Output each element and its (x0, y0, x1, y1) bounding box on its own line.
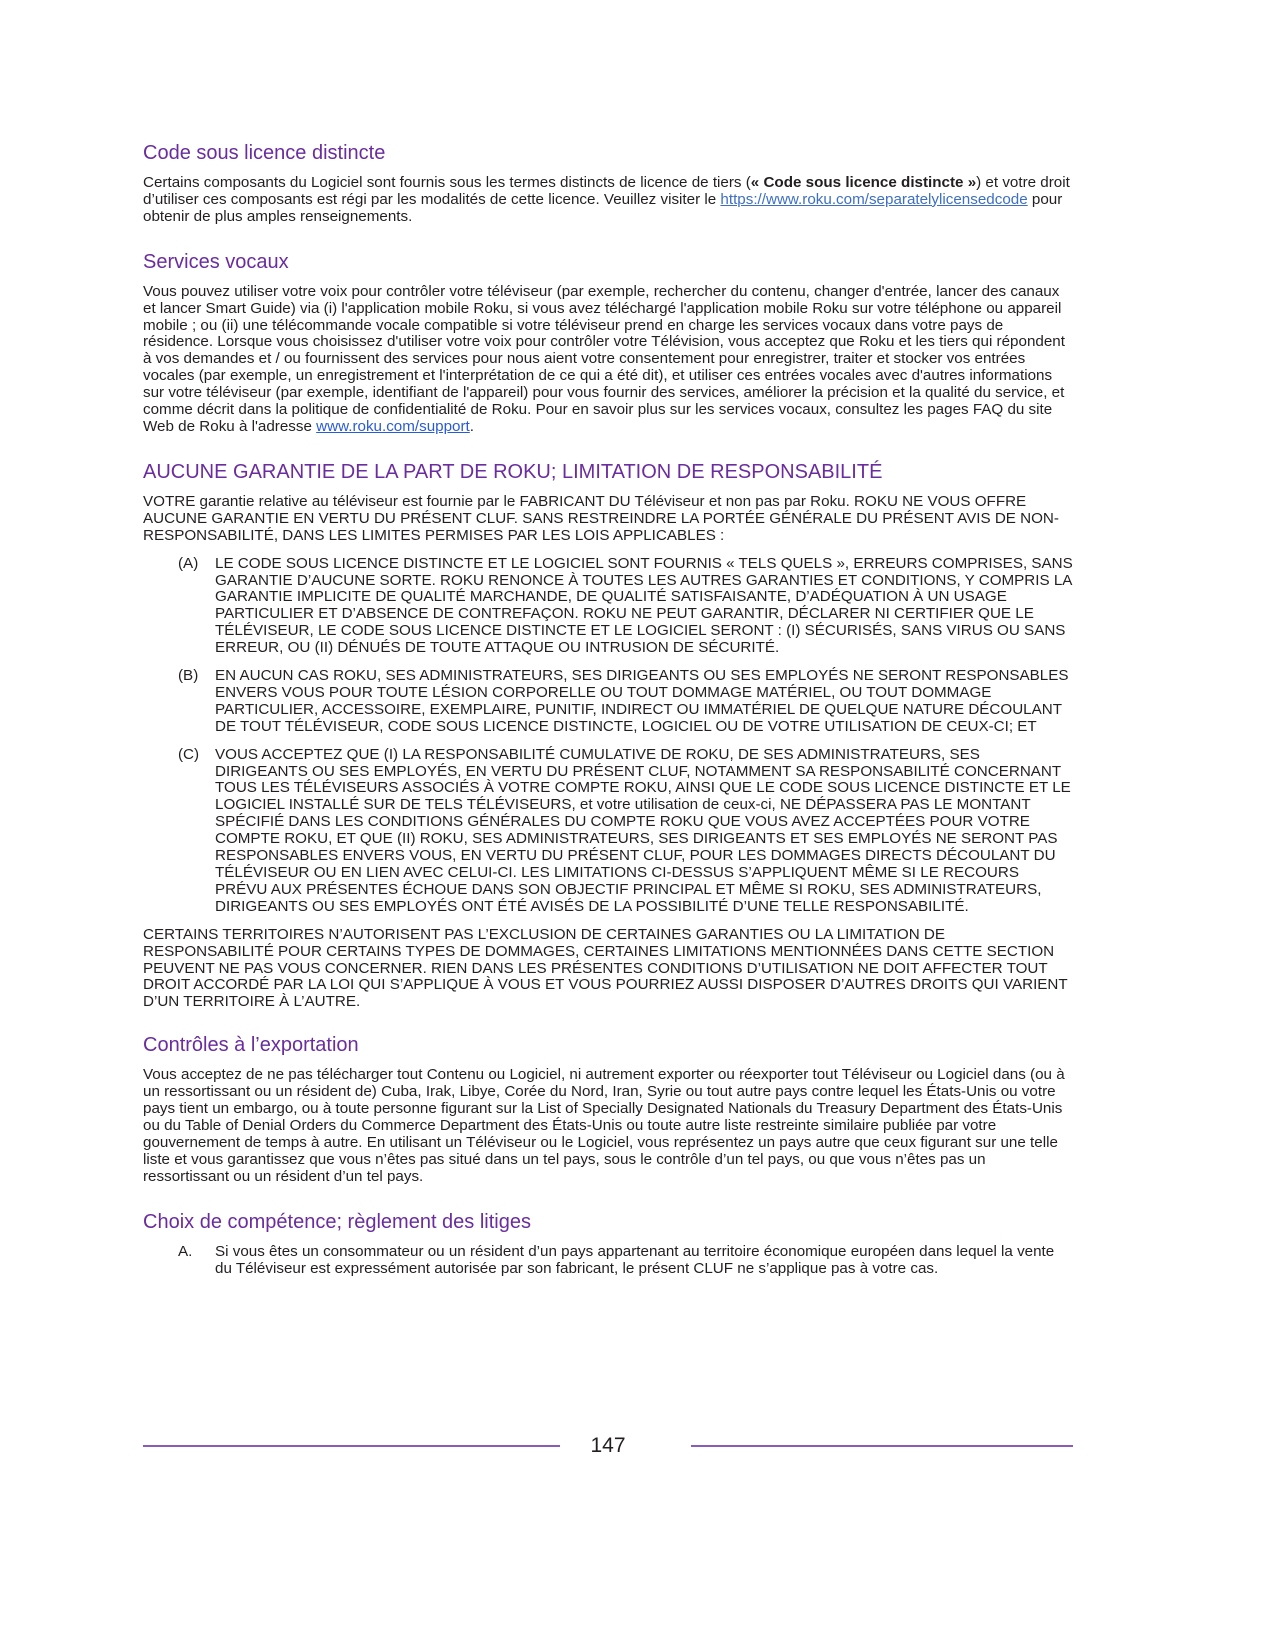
list-text: Si vous êtes un consommateur ou un résident d’un pays appartenant au territoire économique européen dans lequel la vente du Téléviseur est expressément autorisée par son fabricant, le présent CLUF ne s’applique pas à votre cas. (215, 1242, 1055, 1277)
jurisdiction-list (143, 1244, 1073, 1278)
list-text: VOUS ACCEPTEZ QUE (I) LA RESPONSABILITÉ CUMULATIVE DE ROKU, DE SES ADMINISTRATEURS, SES DIRIGEANTS OU SES EMPLOYÉS, EN VERTU DU PRÉSENT CLUF, NOTAMMENT SA RESPONSABILITÉ CONCERNANT TOUS LES TÉLÉVISEURS ASSOCIÉS À VOTRE COMPTE ROKU, AINSI QUE LE CODE SOUS LICENCE DISTINCTE ET LE LOGICIEL INSTALLÉ SUR DE TELS TÉLÉVISEURS, et votre utilisation de ceux-ci, NE DÉPASSERA PAS LE MONTANT SPÉCIFIÉ DANS LES CONDITIONS GÉNÉRALES DU COMPTE ROKU QUE VOUS AVEZ ACCEPTÉES POUR VOTRE COMPTE ROKU, ET QUE (II) ROKU, SES ADMINISTRATEURS, SES DIRIGEANTS ET SES EMPLOYÉS NE SERONT PAS RESPONSABLES ENVERS VOUS, EN VERTU DU PRÉSENT CLUF, POUR LES DOMMAGES DIRECTS DÉCOULANT DU TÉLÉVISEUR OU EN LIEN AVEC CELUI-CI. LES LIMITATIONS CI-DESSUS S’APPLIQUENT MÊME SI LE RECOURS PRÉVU AUX PRÉSENTES ÉCHOUE DANS SON OBJECTIF PRINCIPAL ET MÊME SI ROKU, SES ADMINISTRATEURS, DIRIGEANTS OU SES EMPLOYÉS ONT ÉTÉ AVISÉS DE LA POSSIBILITÉ D’UNE TELLE RESPONSABILITÉ. (215, 745, 1071, 915)
section-services-vocaux (143, 250, 1073, 436)
text: Vous pouvez utiliser votre voix pour contrôler votre téléviseur (par exemple, rechercher du contenu, changer d'entrée, lancer des canaux et lancer Smart Guide) via (i) l'application mobile Roku, si vous avez téléchargé l'application mobile Roku sur votre téléphone ou appareil mobile ; ou (ii) une télécommande vocale compatible si votre téléviseur prend en charge les services vocaux dans votre pays de résidence. Lorsque vous choisissez d'utiliser votre voix pour contrôler votre Télévision, vous acceptez que Roku et les tiers qui répondent à vos demandes et / ou fournissent des services pour nous aient votre consentement pour enregistrer, traiter et stocker vos entrées vocales (par exemple, un enregistrement et l'interprétation de ce qui a été dit), et utiliser ces entrées vocales avec d'autres informations sur votre téléviseur (par exemple, identifiant de l'appareil) pour vous fournir des services, améliorer la précision et la qualité du service, et comme décrit dans la politique de confidentialité de Roku. Pour en savoir plus sur les services vocaux, consultez les pages FAQ du site Web de Roku à l'adresse (143, 282, 1065, 435)
separately-licensed-code-link[interactable]: https://www.roku.com/separatelylicensedcode (720, 190, 1028, 208)
paragraph: VOTRE garantie relative au téléviseur est fournie par le FABRICANT DU Téléviseur et non pas par Roku. ROKU NE VOUS OFFRE AUCUNE GARANTIE EN VERTU DU PRÉSENT CLUF. SANS RESTREINDRE LA PORTÉE GÉNÉRALE DU PRÉSENT AVIS DE NON-RESPONSABILITÉ, DANS LES LIMITES PERMISES PAR LES LOIS APPLICABLES : (143, 492, 1059, 544)
paragraph: CERTAINS TERRITOIRES N’AUTORISENT PAS L’EXCLUSION DE CERTAINES GARANTIES OU LA LIMITATION DE RESPONSABILITÉ POUR CERTAINS TYPES DE DOMMAGES, CERTAINES LIMITATIONS MENTIONNÉES DANS CETTE SECTION PEUVENT NE PAS VOUS CONCERNER. RIEN DANS LES PRÉSENTES CONDITIONS D’UTILISATION NE DOIT AFFECTER TOUT DROIT ACCORDÉ PAR LA LOI QUI S’APPLIQUE À VOUS ET VOUS POURRIEZ AUSSI DISPOSER D’AUTRES DROITS QUI VARIENT D’UN TERRITOIRE À L’AUTRE. (143, 925, 1068, 1011)
footer-rule-right (691, 1445, 1073, 1447)
list-text: EN AUCUN CAS ROKU, SES ADMINISTRATEURS, SES DIRIGEANTS OU SES EMPLOYÉS NE SERONT RESPONSABLES ENVERS VOUS POUR TOUTE LÉSION CORPORELLE OU TOUT DOMMAGE MATÉRIEL, OU TOUT DOMMAGE PARTICULIER, ACCESSOIRE, EXEMPLAIRE, PUNITIF, INDIRECT OU IMMATÉRIEL DE QUELQUE NATURE DÉCOULANT DE TOUT TÉLÉVISEUR, CODE SOUS LICENCE DISTINCTE, LOGICIEL OU DE VOTRE UTILISATION DE CEUX-CI; ET (215, 667, 1069, 735)
list-marker: (C) (178, 745, 200, 763)
text: . (469, 417, 475, 435)
list-item (178, 668, 1073, 736)
document-body (143, 141, 1073, 1301)
section-code-sous-licence (143, 141, 1073, 226)
page-number: 147 (590, 1434, 626, 1457)
paragraph (143, 175, 1073, 226)
roku-support-link[interactable]: www.roku.com/support (316, 417, 470, 435)
list-item (178, 747, 1073, 916)
text: pour obtenir de plus amples renseignements. (143, 190, 1063, 225)
section-heading: Contrôles à l’exportation (143, 1034, 359, 1057)
section-heading: AUCUNE GARANTIE DE LA PART DE ROKU; LIMITATION DE RESPONSABILITÉ (143, 460, 883, 483)
list-marker: A. (178, 1242, 193, 1260)
list-marker: (B) (178, 667, 199, 685)
section-heading: Code sous licence distincte (143, 142, 386, 164)
list-text: LE CODE SOUS LICENCE DISTINCTE ET LE LOGICIEL SONT FOURNIS « TELS QUELS », ERREURS COMPRISES, SANS GARANTIE D’AUCUNE SORTE. ROKU RENONCE À TOUTES LES AUTRES GARANTIES ET CONDITIONS, Y COMPRIS LA GARANTIE IMPLICITE DE QUALITÉ MARCHANDE, DE QUALITÉ SATISFAISANTE, D’ADÉQUATION À UN USAGE PARTICULIER ET D’ABSENCE DE CONTREFAÇON. ROKU NE PEUT GARANTIR, DÉCLARER NI CERTIFIER QUE LE TÉLÉVISEUR, LE CODE SOUS LICENCE DISTINCTE ET LE LOGICIEL SERONT : (I) SÉCURISÉS, SANS VIRUS OU SANS ERREUR, OU (II) DÉNUÉS DE TOUTE ATTAQUE OU INTRUSION DE SÉCURITÉ. (215, 554, 1073, 657)
paragraph: Vous acceptez de ne pas télécharger tout Contenu ou Logiciel, ni autrement exporter ou réexporter tout Téléviseur ou Logiciel dans (ou à un ressortissant ou un résident de) Cuba, Irak, Libye, Corée du Nord, Iran, Syrie ou tout autre pays contre lequel les États-Unis ou votre pays tient un embargo, ou à toute personne figurant sur la List of Specially Designated Nationals du Treasury Department des États-Unis ou du Table of Denial Orders du Commerce Department des États-Unis ou toute autre liste restreinte similaire publiée par votre gouvernement de temps à autre. En utilisant un Téléviseur ou le Logiciel, vous représentez un pays autre que ceux figurant sur une telle liste et vous garantissez que vous n’êtes pas situé dans un tel pays, sous le contrôle d’un tel pays, ou que vous n’êtes pas un ressortissant ou un résident d’un tel pays. (143, 1066, 1065, 1185)
page-footer (143, 1432, 1073, 1460)
section-heading: Choix de compétence; règlement des litiges (143, 1210, 531, 1233)
text: ) et votre droit d’utiliser ces composants est régi par les modalités de cette licence. Veuillez visiter le (143, 174, 1070, 208)
text: Certains composants du Logiciel sont fournis sous les termes distincts de licence de tiers ( (143, 174, 751, 191)
section-exportation (143, 1033, 1073, 1185)
list-item (178, 1244, 1073, 1278)
section-competence (143, 1210, 1073, 1278)
bold-term: « Code sous licence distincte » (750, 174, 977, 191)
paragraph (143, 284, 1073, 436)
warranty-list (143, 556, 1073, 916)
section-heading: Services vocaux (143, 250, 289, 273)
section-garantie (143, 460, 1073, 1011)
list-marker: (A) (178, 554, 199, 572)
list-item (178, 556, 1073, 657)
